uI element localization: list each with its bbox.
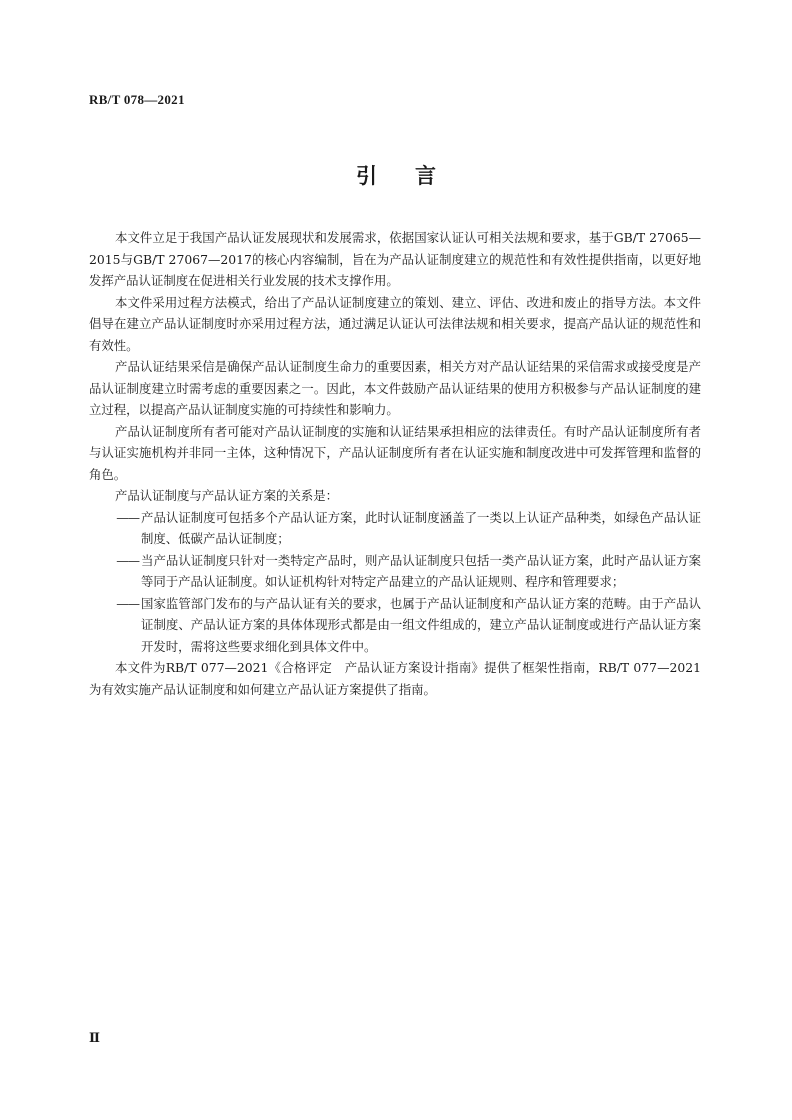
- paragraph-purpose: 本文件立足于我国产品认证发展现状和发展需求，依据国家认证认可相关法规和要求，基于GB/T 27065—2015与GB/T 27067—2017的核心内容编制，旨在为产品认证制度建立的规范性和有效性提供指南，以更好地发挥产品认证制度在促进相关行业发展的技术支撑作用。: [89, 230, 701, 288]
- list-item-text: 产品认证制度可包括多个产品认证方案，此时认证制度涵盖了一类以上认证产品种类，如绿色产品认证制度、低碳产品认证制度；: [141, 509, 701, 546]
- list-item: [89, 507, 701, 550]
- paragraph-relationship-intro: 产品认证制度与产品认证方案的关系是：: [115, 488, 339, 503]
- page-number: Ⅱ: [89, 1030, 100, 1045]
- paragraph-related-standard: 本文件为RB/T 077—2021《合格评定 产品认证方案设计指南》提供了框架性指南，RB/T 077—2021为有效实施产品认证制度和如何建立产品认证方案提供了指南。: [89, 660, 701, 697]
- list-item-text: 当产品认证制度只针对一类特定产品时，则产品认证制度只包括一类产品认证方案，此时产品认证方案等同于产品认证制度。如认证机构针对特定产品建立的产品认证规则、程序和管理要求；: [141, 552, 701, 589]
- list-item-text: 国家监管部门发布的与产品认证有关的要求，也属于产品认证制度和产品认证方案的范畴。由于产品认证制度、产品认证方案的具体体现形式都是由一组文件组成的，建立产品认证制度或进行产品认证方案开发时，需将这些要求细化到具体文件中。: [141, 595, 701, 654]
- document-code: RB/T 078—2021: [89, 92, 185, 107]
- paragraph-process-approach: 本文件采用过程方法模式，给出了产品认证制度建立的策划、建立、评估、改进和废止的指导方法。本文件倡导在建立产品认证制度时亦采用过程方法，通过满足认证认可法律法规和相关要求，提高产品认证的规范性和有效性。: [89, 294, 701, 353]
- paragraph-scheme-owner: 产品认证制度所有者可能对产品认证制度的实施和认证结果承担相应的法律责任。有时产品认证制度所有者与认证实施机构并非同一主体，这种情况下，产品认证制度所有者在认证实施和制度改进中可发挥管理和监督的角色。: [89, 423, 701, 482]
- list-item: [89, 550, 701, 593]
- page-title: 引言: [356, 164, 474, 188]
- dash-marker: ——: [116, 552, 139, 568]
- paragraph-result-acceptance: 产品认证结果采信是确保产品认证制度生命力的重要因素，相关方对产品认证结果的采信需求或接受度是产品认证制度建立时需考虑的重要因素之一。因此，本文件鼓励产品认证结果的使用方积极参与产品认证制度的建立过程，以提高产品认证制度实施的可持续性和影响力。: [89, 359, 701, 417]
- dash-marker: ——: [116, 509, 139, 525]
- document-body: [89, 227, 701, 700]
- list-item: [89, 593, 701, 658]
- dash-marker: ——: [116, 595, 139, 611]
